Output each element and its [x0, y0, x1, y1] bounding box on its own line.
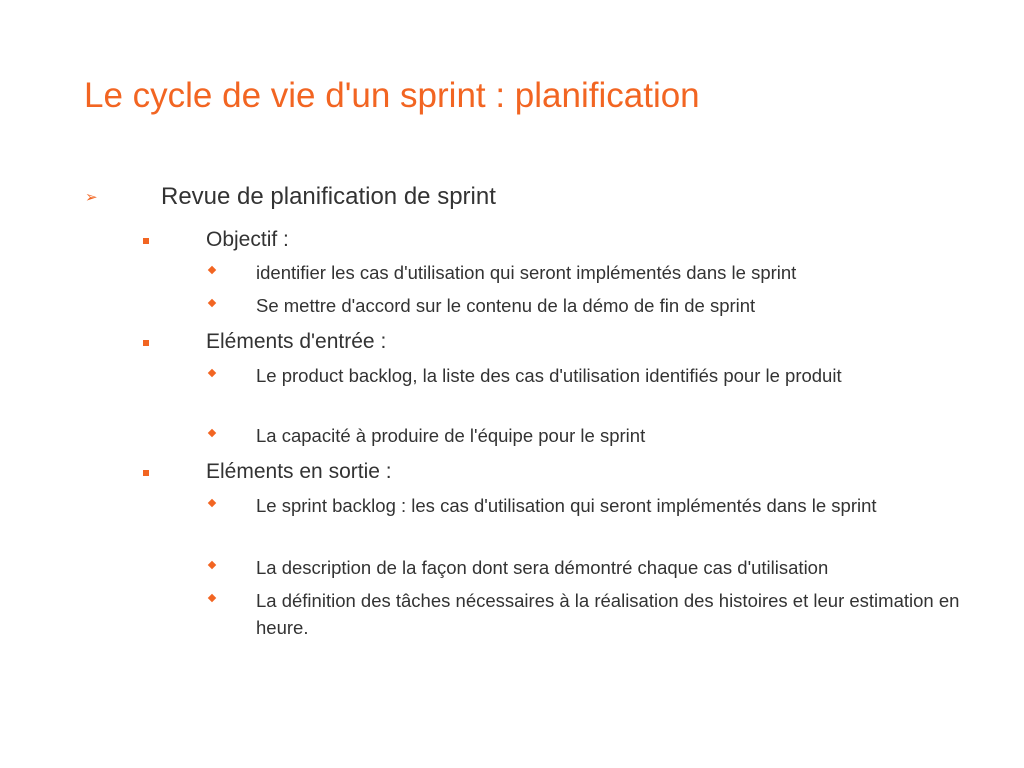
square-bullet-icon: [143, 340, 149, 346]
diamond-bullet-icon: [208, 266, 216, 274]
diamond-bullet-icon: [208, 561, 216, 569]
diamond-bullet-icon: [208, 299, 216, 307]
list-item-text: Se mettre d'accord sur le contenu de la démo de fin de sprint: [256, 295, 756, 316]
section-heading: Eléments en sortie :: [206, 460, 392, 483]
list-item-text: La capacité à produire de l'équipe pour le sprint: [256, 425, 646, 446]
arrow-bullet-icon: ➢: [85, 189, 98, 206]
square-bullet-icon: [143, 470, 149, 476]
diamond-bullet-icon: [208, 499, 216, 507]
slide-title: Le cycle de vie d'un sprint : planification: [84, 76, 700, 115]
list-item-text: Le sprint backlog : les cas d'utilisation qui seront implémentés dans le sprint: [256, 495, 877, 516]
list-item-text: La description de la façon dont sera démontré chaque cas d'utilisation: [256, 557, 829, 578]
list-item-text: La définition des tâches nécessaires à la réalisation des histoires et leur estimation en heure.: [256, 590, 960, 638]
list-item-text: Le product backlog, la liste des cas d'utilisation identifiés pour le produit: [256, 365, 842, 386]
square-bullet-icon: [143, 238, 149, 244]
diamond-bullet-icon: [208, 369, 216, 377]
diamond-bullet-icon: [208, 429, 216, 437]
section-heading: Eléments d'entrée :: [206, 330, 387, 353]
diamond-bullet-icon: [208, 594, 216, 602]
level1-text: Revue de planification de sprint: [161, 183, 496, 210]
list-item-text: identifier les cas d'utilisation qui seront implémentés dans le sprint: [256, 262, 797, 283]
section-heading: Objectif :: [206, 228, 289, 251]
